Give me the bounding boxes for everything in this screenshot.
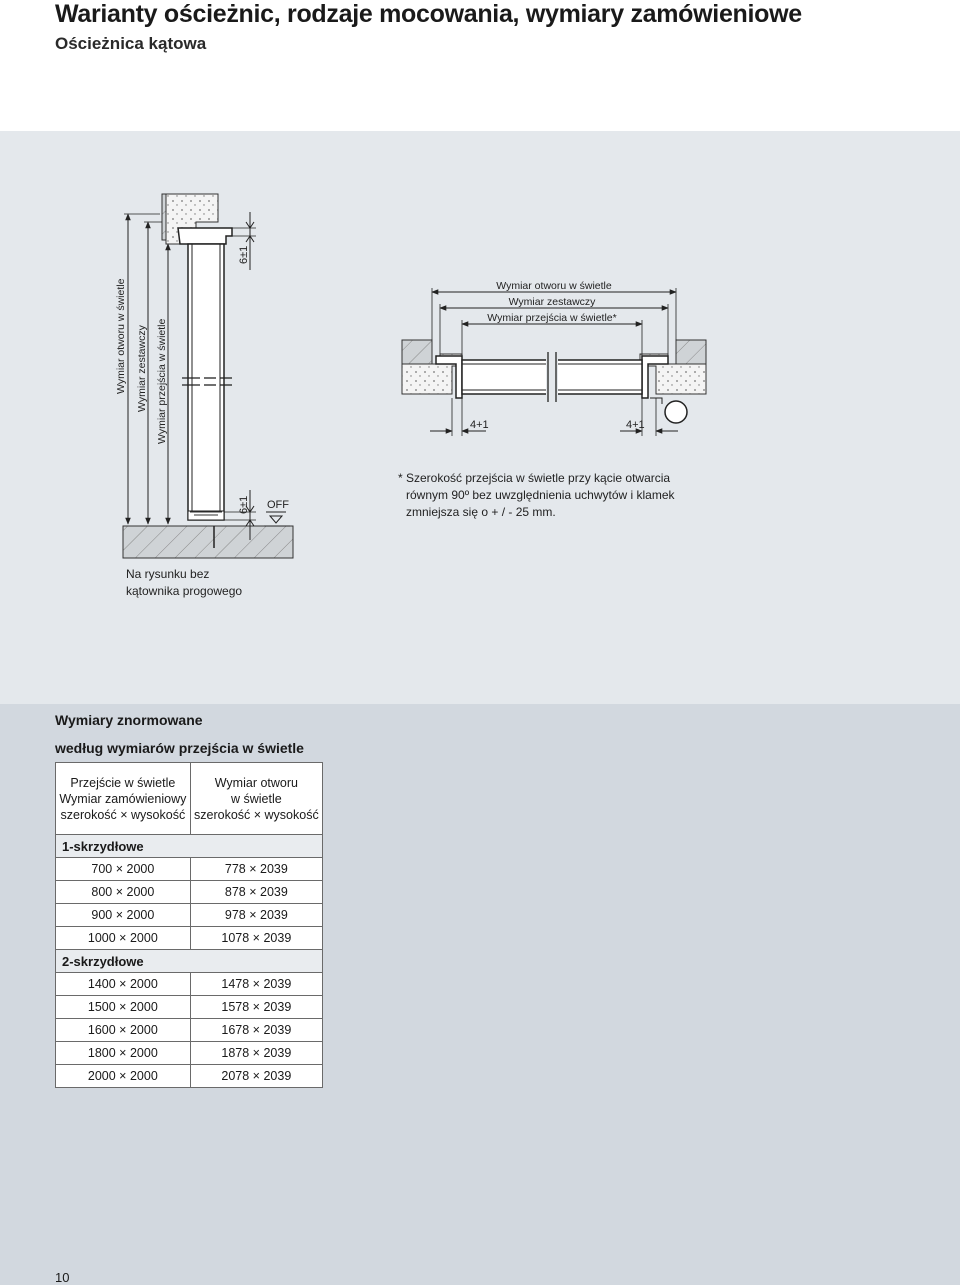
frame-profile-top — [178, 228, 232, 244]
table-row: 1000 × 2000 1078 × 2039 — [56, 927, 323, 950]
left-offset-label: 4+1 — [470, 419, 489, 431]
page-subtitle: Ościeżnica kątowa — [55, 34, 207, 53]
section-title: Wymiary znormowane — [55, 712, 203, 728]
table-row: 2000 × 2000 2078 × 2039 — [56, 1065, 323, 1088]
col2-header: Wymiar otworu w świetle szerokość × wysokość — [190, 763, 322, 835]
table-row: 1500 × 2000 1578 × 2039 — [56, 996, 323, 1019]
table-row: 800 × 2000 878 × 2039 — [56, 881, 323, 904]
vlabel-opening: Wymiar otworu w świetle — [115, 278, 127, 394]
right-offset-label: 4+1 — [626, 419, 645, 431]
diagram-caption — [126, 566, 242, 600]
table-row: 900 × 2000 978 × 2039 — [56, 904, 323, 927]
group-label: 2-skrzydłowe — [56, 950, 323, 973]
table-row: 1800 × 2000 1878 × 2039 — [56, 1042, 323, 1065]
footnote-line: równym 90º bez uwzględnienia uchwytów i klamek — [406, 488, 675, 502]
footnote-line: * Szerokość przejścia w świetle przy kącie otwarcia — [398, 471, 671, 485]
floor-label: OFF — [267, 499, 289, 511]
table-row: 700 × 2000 778 × 2039 — [56, 858, 323, 881]
horizontal-section — [402, 280, 706, 436]
hlabel-assembly: Wymiar zestawczy — [508, 296, 596, 308]
hinge-icon — [665, 401, 687, 423]
hlabel-opening: Wymiar otworu w świetle — [496, 280, 612, 292]
vertical-section — [115, 194, 293, 558]
bottom-gap-label: 6±1 — [238, 495, 250, 514]
caption-line: Na rysunku bez — [126, 567, 210, 581]
group-label: 1-skrzydłowe — [56, 835, 323, 858]
footnote-line: zmniejsza się o + / - 25 mm. — [406, 505, 556, 519]
page-title: Warianty ościeżnic, rodzaje mocowania, wymiary zamówieniowe — [55, 0, 802, 28]
floor-hatched — [123, 526, 293, 558]
door-leaf — [188, 244, 224, 520]
vlabel-assembly: Wymiar zestawczy — [136, 325, 148, 412]
top-gap-label: 6±1 — [238, 245, 250, 264]
table-header-row — [56, 763, 323, 835]
col1-header: Przejście w świetle Wymiar zamówieniowy szerokość × wysokość — [56, 763, 191, 835]
caption-line: kątownika progowego — [126, 584, 243, 598]
vlabel-passage: Wymiar przejścia w świetle — [156, 318, 168, 444]
page-number: 10 — [55, 1270, 70, 1285]
hlabel-passage: Wymiar przejścia w świetle* — [487, 312, 617, 324]
footnote — [398, 470, 675, 521]
dimensions-table — [55, 762, 323, 1088]
section-subtitle: według wymiarów przejścia w świetle — [55, 740, 304, 756]
table-row: 1400 × 2000 1478 × 2039 — [56, 973, 323, 996]
table-row: 1600 × 2000 1678 × 2039 — [56, 1019, 323, 1042]
